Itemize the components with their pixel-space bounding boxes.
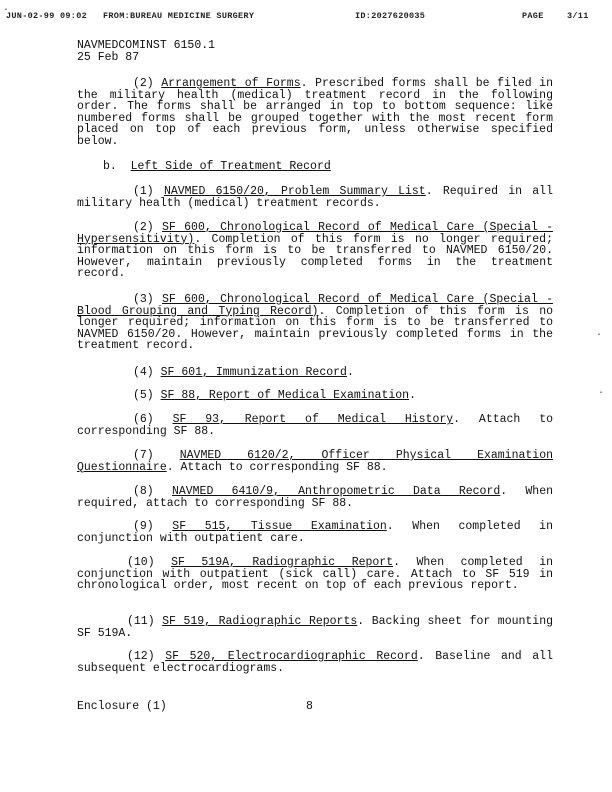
item-text: . Attach to corresponding SF 88. <box>77 413 553 438</box>
document-header <box>77 40 215 64</box>
instruction-date: 25 Feb 87 <box>77 51 140 64</box>
list-item <box>77 186 553 209</box>
item-title: SF 93, Report of Medical History <box>172 413 454 426</box>
item-text: . Completion of this form is no longer required; information on this form is to be transferred to NAVMED 6150/20. However, maintain previously completed forms in the treatment record. <box>77 232 553 281</box>
item-number: (6) <box>133 413 173 426</box>
item-text: . Attach to corresponding SF 88. <box>166 460 388 474</box>
item-text: . <box>346 366 354 379</box>
item-text: . Baseline and all subsequent electrocardiograms. <box>77 650 553 675</box>
list-item <box>77 616 553 639</box>
paragraph-title: Arrangement of Forms <box>161 77 301 90</box>
item-number: (12) <box>127 650 166 663</box>
item-number: (7) <box>133 449 180 462</box>
item-number: (8) <box>133 485 172 498</box>
item-title: SF 88, Report of Medical Examination <box>160 389 410 402</box>
list-item <box>77 486 553 509</box>
instruction-number: NAVMEDCOMINST 6150.1 <box>77 39 216 52</box>
item-title: SF 600, Chronological Record of Medical Care (Special - Blood Grouping and Typing Record) <box>77 293 553 318</box>
list-item <box>77 521 553 544</box>
item-title: SF 519, Radiographic Reports <box>162 615 358 628</box>
item-number: (1) <box>133 185 164 198</box>
paragraph-2 <box>77 78 553 148</box>
list-item <box>77 651 553 674</box>
item-number: (3) <box>133 293 163 306</box>
item-text: . When completed in conjunction with outpatient care. <box>77 520 553 545</box>
item-title: SF 519A, Radiographic Report <box>171 556 394 569</box>
list-item <box>77 450 553 473</box>
item-title: SF 520, Electrocardiographic Record <box>165 650 418 663</box>
page-number: 8 <box>306 700 313 713</box>
item-text: . Completion of this form is no longer required; information on this form is to be transferred to NAVMED 6150/20. However, maintain previously completed forms in the treatment record. <box>77 304 553 353</box>
list-item <box>77 294 553 352</box>
list-item <box>77 222 553 280</box>
fax-page-label: PAGE <box>522 11 544 21</box>
section-label: b. <box>103 160 117 173</box>
list-item <box>77 367 553 379</box>
item-text: . When completed in conjunction with outpatient (sick call) care. Attach to SF 519 in chronological order, most recent on top of each previous report. <box>77 556 553 593</box>
item-title: NAVMED 6120/2, Officer Physical Examination Questionnaire <box>77 449 553 474</box>
item-text: . Required in all military health (medical) treatment records. <box>77 185 553 210</box>
section-title: Left Side of Treatment Record <box>130 160 331 173</box>
item-text: . When required, attach to corresponding SF 88. <box>77 485 553 510</box>
item-text: . <box>409 389 416 402</box>
list-item <box>77 557 553 592</box>
fax-id: ID:2027620035 <box>355 11 426 21</box>
item-number: (11) <box>127 615 163 628</box>
item-title: SF 515, Tissue Examination <box>172 520 387 533</box>
list-item <box>77 414 553 437</box>
item-number: (9) <box>133 520 173 533</box>
item-title: NAVMED 6150/20, Problem Summary List <box>163 185 426 198</box>
fax-page-number: 3/11 <box>567 11 589 21</box>
fax-date-time: JUN-02-99 09:02 <box>6 11 88 21</box>
section-b-heading <box>77 161 553 173</box>
item-title: SF 600, Chronological Record of Medical Care (Special - Hypersensitivity) <box>77 221 553 246</box>
item-title: SF 601, Immunization Record <box>160 366 347 379</box>
fax-sender: FROM:BUREAU MEDICINE SURGERY <box>103 11 255 21</box>
scan-speck: · <box>598 388 605 399</box>
item-number: (5) <box>133 389 161 402</box>
item-number: (10) <box>127 556 172 569</box>
scan-speck: · <box>3 5 10 16</box>
item-text: . Backing sheet for mounting SF 519A. <box>77 615 554 640</box>
item-title: NAVMED 6410/9, Anthropometric Data Record <box>171 485 501 498</box>
paragraph-number: (2) <box>133 77 162 90</box>
scan-speck: · <box>596 330 603 341</box>
item-number: (2) <box>133 221 163 234</box>
item-number: (4) <box>133 366 161 379</box>
enclosure-label: Enclosure (1) <box>77 700 167 713</box>
paragraph-text: . Prescribed forms shall be filed in the military health (medical) treatment record in the following order. The forms shall be arranged in top to bottom sequence: like numbered forms shall be grouped together with the most recent form placed on top of each previous form, unless otherwise specified below. <box>77 77 553 148</box>
list-item <box>77 390 553 402</box>
